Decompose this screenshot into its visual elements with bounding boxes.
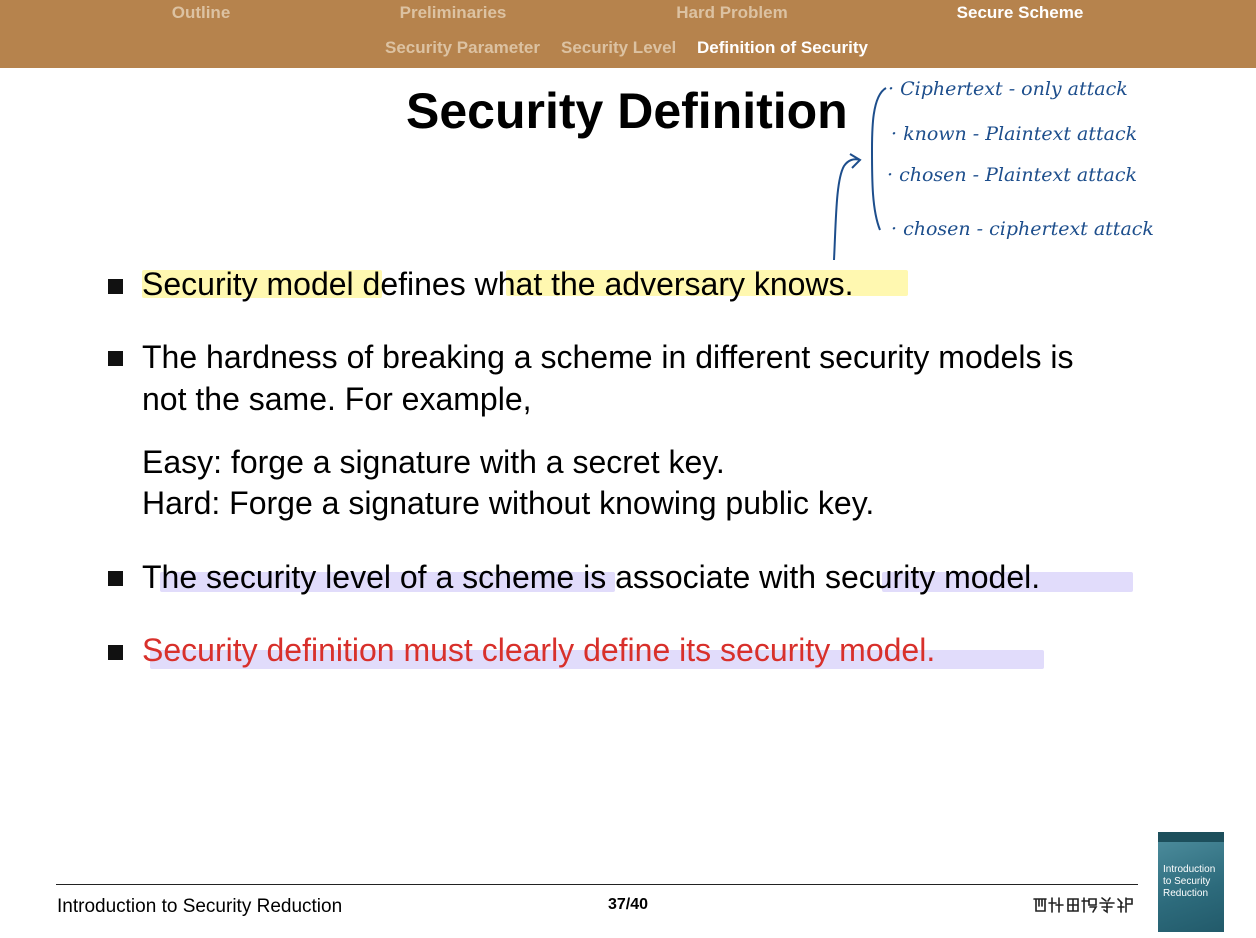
top-nav-bar <box>0 0 1256 68</box>
nav-preliminaries[interactable]: Preliminaries <box>399 3 507 22</box>
nav-outline[interactable]: Outline <box>171 3 231 22</box>
nav-secure-scheme[interactable]: Secure Scheme <box>956 3 1084 22</box>
bullet-marker <box>108 571 123 586</box>
nav-hard-problem[interactable]: Hard Problem <box>676 3 788 22</box>
example-easy: Easy: forge a signature with a secret key. <box>142 444 725 480</box>
footer-divider <box>56 884 1138 885</box>
handwritten-chosen-plaintext: · chosen - Plaintext attack <box>887 164 1137 186</box>
bullet-text-security-model: Security model defines what the adversary knows. <box>142 266 854 302</box>
handwritten-chosen-ciphertext: · chosen - ciphertext attack <box>891 218 1154 240</box>
example-hard: Hard: Forge a signature without knowing public key. <box>142 485 875 521</box>
handwritten-ciphertext-only: · Ciphertext - only attack <box>888 78 1128 100</box>
xidian-crypto-logo <box>1032 895 1136 915</box>
footer-course-title: Introduction to Security Reduction <box>57 896 343 917</box>
bullet-text-hardness-line-1: The hardness of breaking a scheme in different security models is <box>142 339 1074 375</box>
subnav-security-level[interactable]: Security Level <box>561 38 677 57</box>
page-number: 37/40 <box>608 896 649 913</box>
bullet-marker <box>108 645 123 660</box>
handwritten-known-plaintext: · known - Plaintext attack <box>891 123 1138 145</box>
book-cover-title: Introduction to Security Reduction <box>1163 864 1216 899</box>
subnav-definition-of-security[interactable]: Definition of Security <box>697 38 868 57</box>
slide-title: Security Definition <box>406 83 848 139</box>
subnav-security-parameter[interactable]: Security Parameter <box>385 38 540 57</box>
book-cover-image <box>1158 832 1224 932</box>
bullet-text-security-definition: Security definition must clearly define its security model. <box>142 632 936 668</box>
bullet-marker <box>108 351 123 366</box>
book-cover-header <box>1158 832 1224 842</box>
bullet-text-hardness-line-2: not the same. For example, <box>142 381 532 417</box>
bullet-marker <box>108 279 123 294</box>
bullet-text-security-level: The security level of a scheme is associate with security model. <box>142 559 1041 595</box>
